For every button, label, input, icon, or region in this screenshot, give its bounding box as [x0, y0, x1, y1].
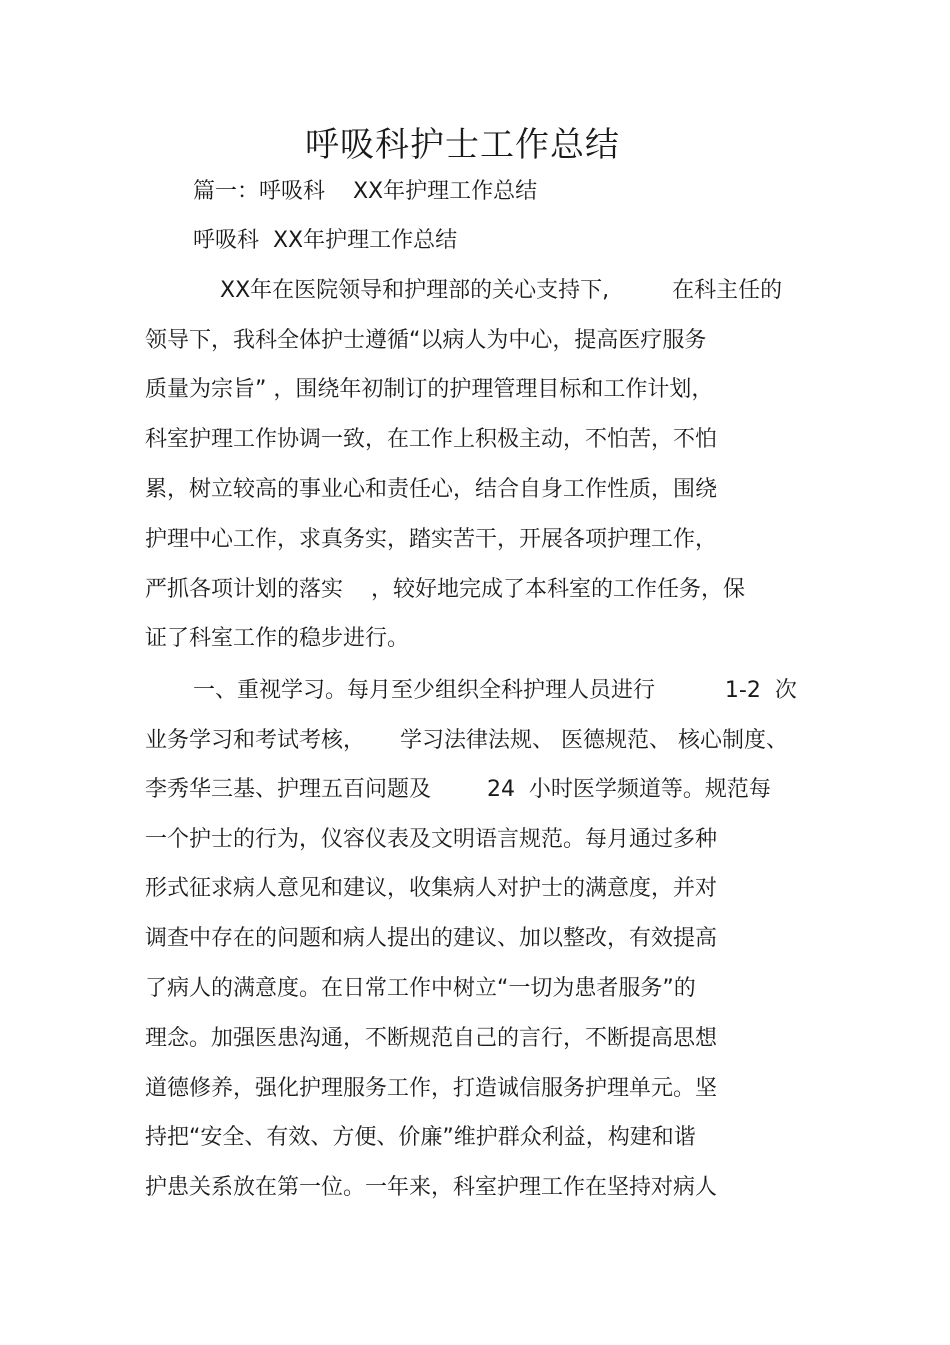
- paragraph-line: 持把“安全、有效、方便、价廉”维护群众利益，构建和谐: [145, 1125, 696, 1150]
- paragraph-line: 形式征求病人意见和建议，收集病人对护士的满意度，并对: [145, 876, 718, 901]
- paragraph-line: 质量为宗旨” ，围绕年初制订的护理管理目标和工作计划，: [145, 377, 714, 402]
- paragraph-line: 李秀华三基、护理五百问题及 24 小时医学频道等。规范每: [145, 777, 771, 802]
- subtitle-chapter: 篇一：呼吸科 XX年护理工作总结: [193, 179, 538, 204]
- document-title: 呼吸科护士工作总结: [305, 125, 620, 165]
- paragraph-line: 一、重视学习。每月至少组织全科护理人员进行 1-2 次: [193, 678, 797, 703]
- paragraph-line: 调查中存在的问题和病人提出的建议、加以整改，有效提高: [145, 926, 718, 951]
- paragraph-line: 科室护理工作协调一致，在工作上积极主动，不怕苦，不怕: [145, 427, 718, 452]
- paragraph-line: 护患关系放在第一位。一年来，科室护理工作在坚持对病人: [145, 1175, 718, 1200]
- paragraph-line: 护理中心工作，求真务实，踏实苦干，开展各项护理工作，: [145, 527, 718, 552]
- paragraph-line: 理念。加强医患沟通，不断规范自己的言行，不断提高思想: [145, 1026, 718, 1051]
- paragraph-line: 道德修养，强化护理服务工作，打造诚信服务护理单元。坚: [145, 1076, 718, 1101]
- subtitle-heading: 呼吸科 XX年护理工作总结: [193, 228, 458, 253]
- paragraph-line: XX年在医院领导和护理部的关心支持下, 在科主任的: [220, 278, 783, 303]
- paragraph-line: 业务学习和考试考核， 学习法律法规、 医德规范、 核心制度、: [145, 728, 788, 753]
- paragraph-line: 一个护士的行为，仪容仪表及文明语言规范。每月通过多种: [145, 827, 718, 852]
- paragraph-line: 了病人的满意度。在日常工作中树立“一切为患者服务”的: [145, 976, 696, 1001]
- paragraph-line: 严抓各项计划的落实 ，较好地完成了本科室的工作任务，保: [145, 577, 745, 602]
- paragraph-line: 领导下，我科全体护士遵循“以病人为中心，提高医疗服务: [145, 328, 707, 353]
- paragraph-line: 证了科室工作的稳步进行。: [145, 626, 410, 651]
- paragraph-line: 累，树立较高的事业心和责任心，结合自身工作性质，围绕: [145, 477, 718, 502]
